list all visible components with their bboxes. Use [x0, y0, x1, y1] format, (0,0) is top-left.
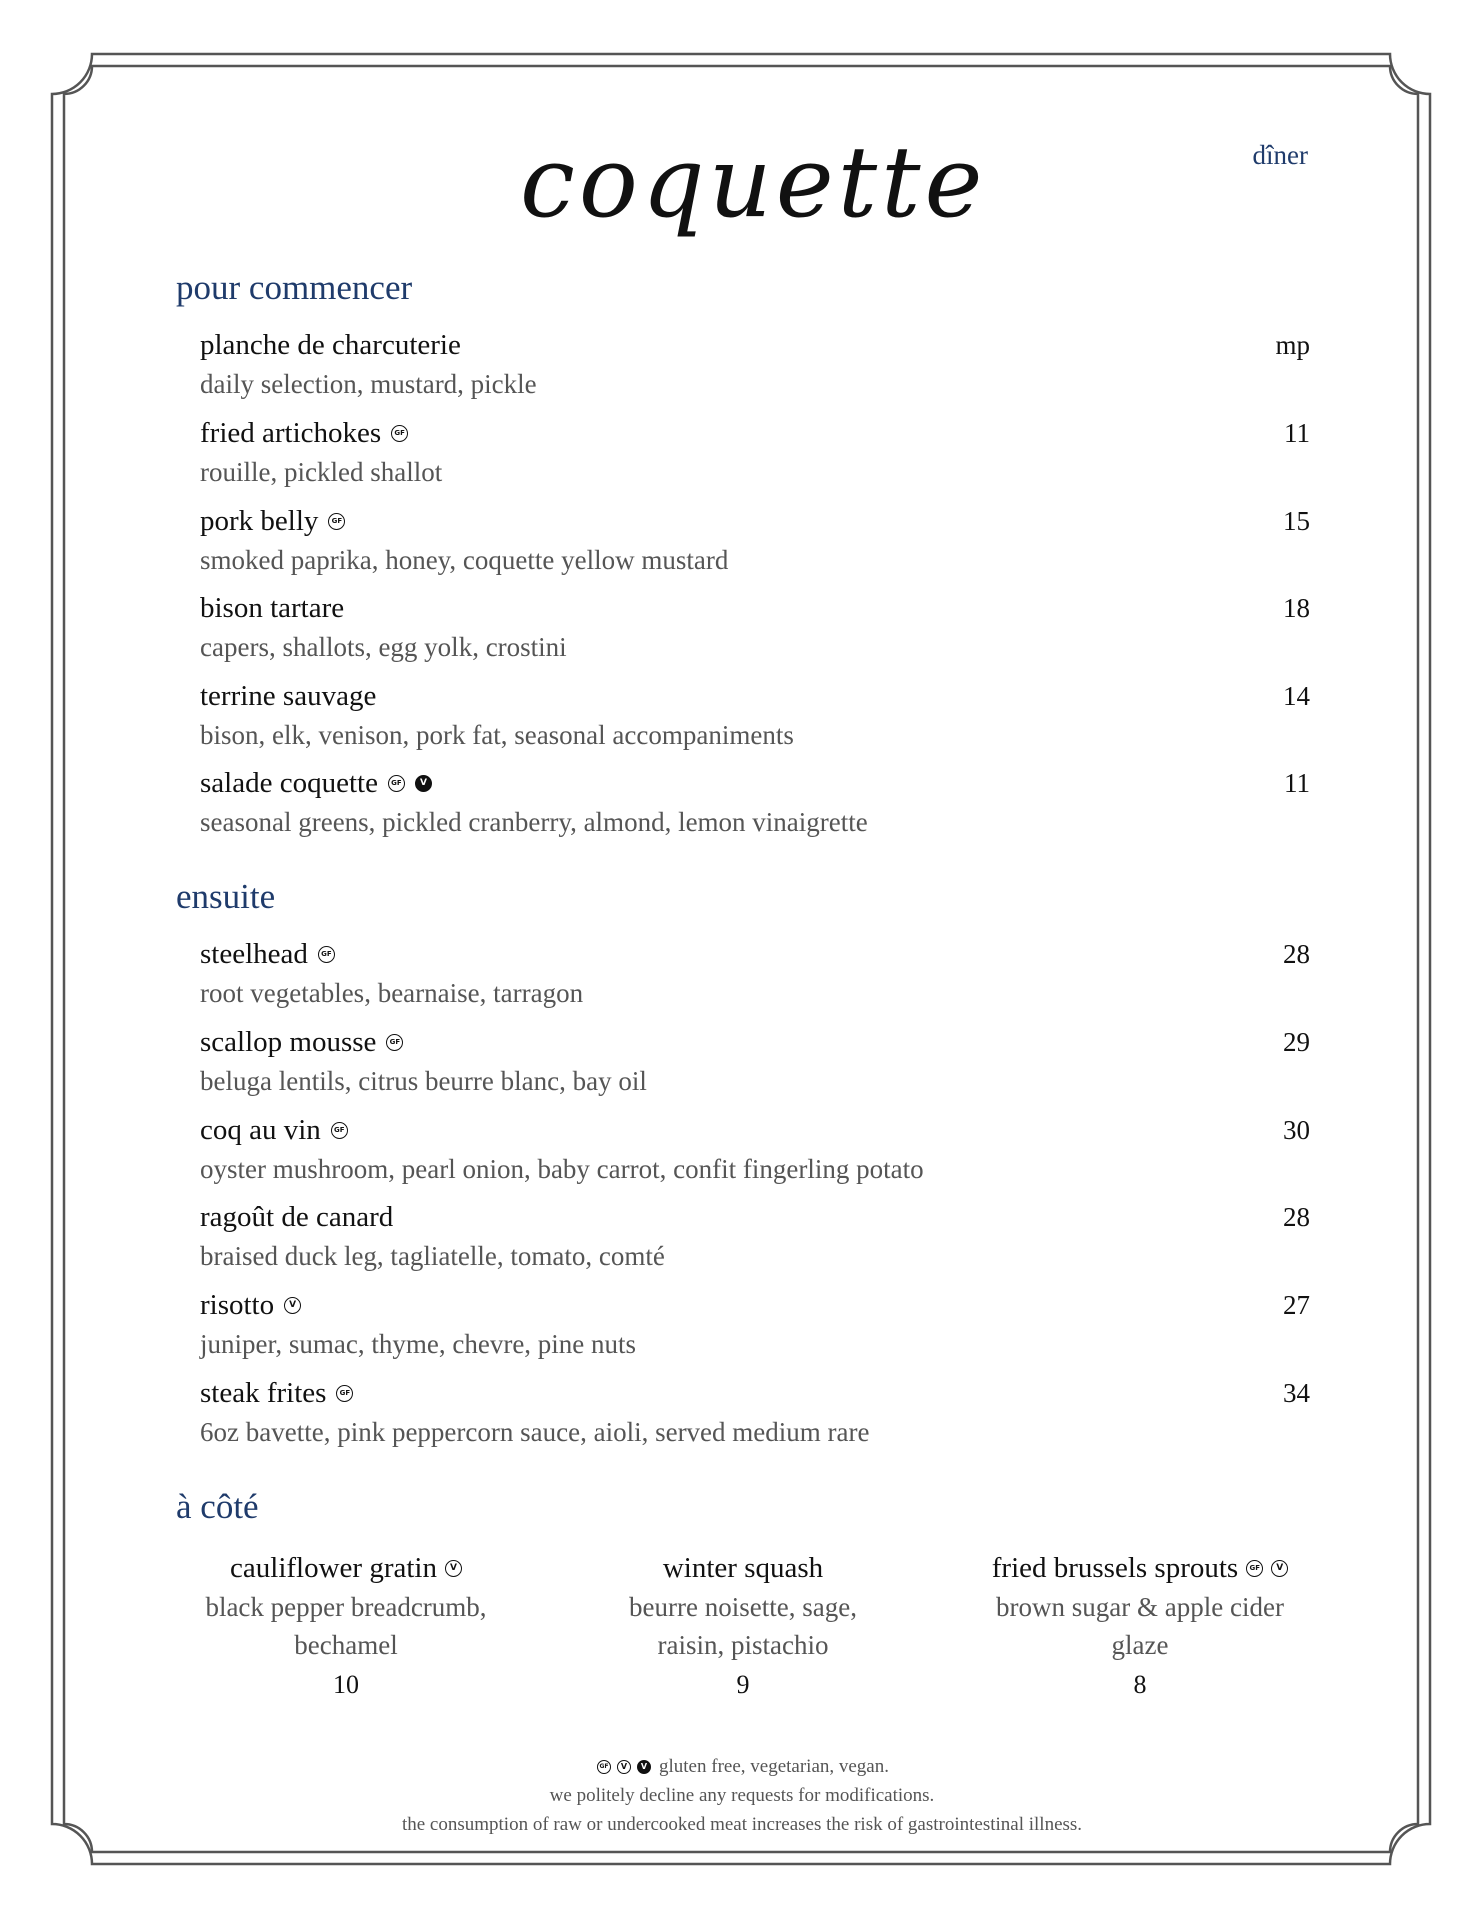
- side-description: black pepper breadcrumb,: [205, 1592, 487, 1622]
- gluten-free-icon: GF: [386, 1034, 403, 1051]
- item-name: bison tartare: [200, 592, 345, 624]
- side-description: glaze: [1111, 1630, 1169, 1660]
- side-item: [970, 1548, 1310, 1706]
- side-description: raisin, pistachio: [657, 1630, 829, 1660]
- item-description: root vegetables, bearnaise, tarragon: [200, 978, 584, 1008]
- item-name: steelhead: [200, 938, 308, 970]
- item-price: 11: [1284, 418, 1310, 448]
- item-name: ragoût de canard: [200, 1201, 394, 1233]
- gluten-free-icon: GF: [328, 513, 345, 530]
- side-item: [573, 1548, 913, 1706]
- gluten-free-icon: GF: [388, 775, 405, 792]
- item-price: 30: [1283, 1115, 1310, 1145]
- item-description: bison, elk, venison, pork fat, seasonal accompaniments: [200, 720, 794, 750]
- item-description: seasonal greens, pickled cranberry, almond, lemon vinaigrette: [200, 807, 868, 837]
- item-description: beluga lentils, citrus beurre blanc, bay oil: [200, 1066, 647, 1096]
- side-price: 10: [333, 1670, 359, 1699]
- item-name: planche de charcuterie: [200, 329, 461, 361]
- service-label: dîner: [1252, 140, 1308, 170]
- menu-item: [200, 501, 1310, 579]
- legend-text: gluten free, vegetarian, vegan.: [659, 1756, 889, 1777]
- menu-item: [200, 588, 1310, 666]
- item-price: 15: [1283, 506, 1310, 536]
- item-description: juniper, sumac, thyme, chevre, pine nuts: [200, 1329, 637, 1359]
- side-item: [176, 1548, 516, 1706]
- side-description: brown sugar & apple cider: [996, 1592, 1284, 1622]
- section-title-pour-commencer: pour commencer: [176, 268, 413, 307]
- item-description: rouille, pickled shallot: [200, 457, 443, 487]
- health-disclaimer: the consumption of raw or undercooked meat increases the risk of gastrointestinal illness.: [401, 1814, 1083, 1835]
- item-description: smoked paprika, honey, coquette yellow mustard: [200, 545, 729, 575]
- item-name: pork belly: [200, 505, 319, 537]
- gluten-free-icon: GF: [597, 1760, 611, 1774]
- item-price: 28: [1283, 939, 1310, 969]
- side-name: cauliflower gratin: [230, 1552, 437, 1584]
- item-description: oyster mushroom, pearl onion, baby carrot, confit fingerling potato: [200, 1154, 924, 1184]
- item-name: coq au vin: [200, 1114, 321, 1146]
- item-price: 29: [1283, 1027, 1310, 1057]
- vegetarian-icon: V: [445, 1560, 462, 1577]
- item-description: 6oz bavette, pink peppercorn sauce, aioli, served medium rare: [200, 1417, 870, 1447]
- gluten-free-icon: GF: [1246, 1560, 1263, 1577]
- vegetarian-icon: V: [1271, 1560, 1288, 1577]
- side-description: bechamel: [294, 1630, 398, 1660]
- menu-item: [200, 676, 1310, 754]
- section-title-ensuite: ensuite: [176, 877, 276, 916]
- item-price: mp: [1275, 330, 1310, 360]
- item-price: 18: [1283, 593, 1310, 623]
- sides-list: [176, 1548, 1310, 1706]
- item-name: risotto: [200, 1289, 275, 1321]
- item-description: capers, shallots, egg yolk, crostini: [200, 632, 567, 662]
- vegetarian-icon: V: [284, 1297, 301, 1314]
- dietary-legend: [0, 1752, 1484, 1781]
- item-price: 28: [1283, 1202, 1310, 1232]
- vegan-icon: V: [637, 1760, 651, 1774]
- item-name: salade coquette: [200, 767, 378, 799]
- item-name: fried artichokes: [200, 417, 382, 449]
- side-price: 9: [736, 1670, 750, 1699]
- side-price: 8: [1133, 1670, 1147, 1699]
- gluten-free-icon: GF: [391, 425, 408, 442]
- item-price: 14: [1283, 681, 1310, 711]
- restaurant-logo: coquette: [520, 126, 987, 240]
- item-price: 27: [1283, 1290, 1310, 1320]
- item-name: steak frites: [200, 1377, 327, 1409]
- gluten-free-icon: GF: [336, 1385, 353, 1402]
- item-price: 34: [1283, 1378, 1310, 1408]
- item-price: 11: [1284, 768, 1310, 798]
- menu-item: [200, 763, 1310, 841]
- item-description: braised duck leg, tagliatelle, tomato, comté: [200, 1241, 665, 1271]
- item-description: daily selection, mustard, pickle: [200, 369, 537, 399]
- footer-notes: [0, 1752, 1484, 1839]
- item-name: terrine sauvage: [200, 680, 377, 712]
- menu-item: [200, 1285, 1310, 1363]
- menu-item: [200, 934, 1310, 1012]
- item-name: scallop mousse: [200, 1026, 377, 1058]
- menu-item: [200, 1110, 1310, 1188]
- gluten-free-icon: GF: [331, 1122, 348, 1139]
- vegetarian-icon: V: [617, 1760, 631, 1774]
- side-description: beurre noisette, sage,: [629, 1592, 857, 1622]
- menu-item: [200, 413, 1310, 491]
- menu-item: [200, 1022, 1310, 1100]
- modification-policy: we politely decline any requests for modifications.: [549, 1785, 935, 1806]
- side-name: winter squash: [662, 1552, 824, 1584]
- side-name: fried brussels sprouts: [991, 1552, 1239, 1584]
- vegan-icon: V: [415, 775, 432, 792]
- menu-item: [200, 325, 1310, 403]
- gluten-free-icon: GF: [318, 946, 335, 963]
- menu-item: [200, 1197, 1310, 1275]
- menu-item: [200, 1373, 1310, 1451]
- section-title-a-cote: à côté: [176, 1487, 259, 1526]
